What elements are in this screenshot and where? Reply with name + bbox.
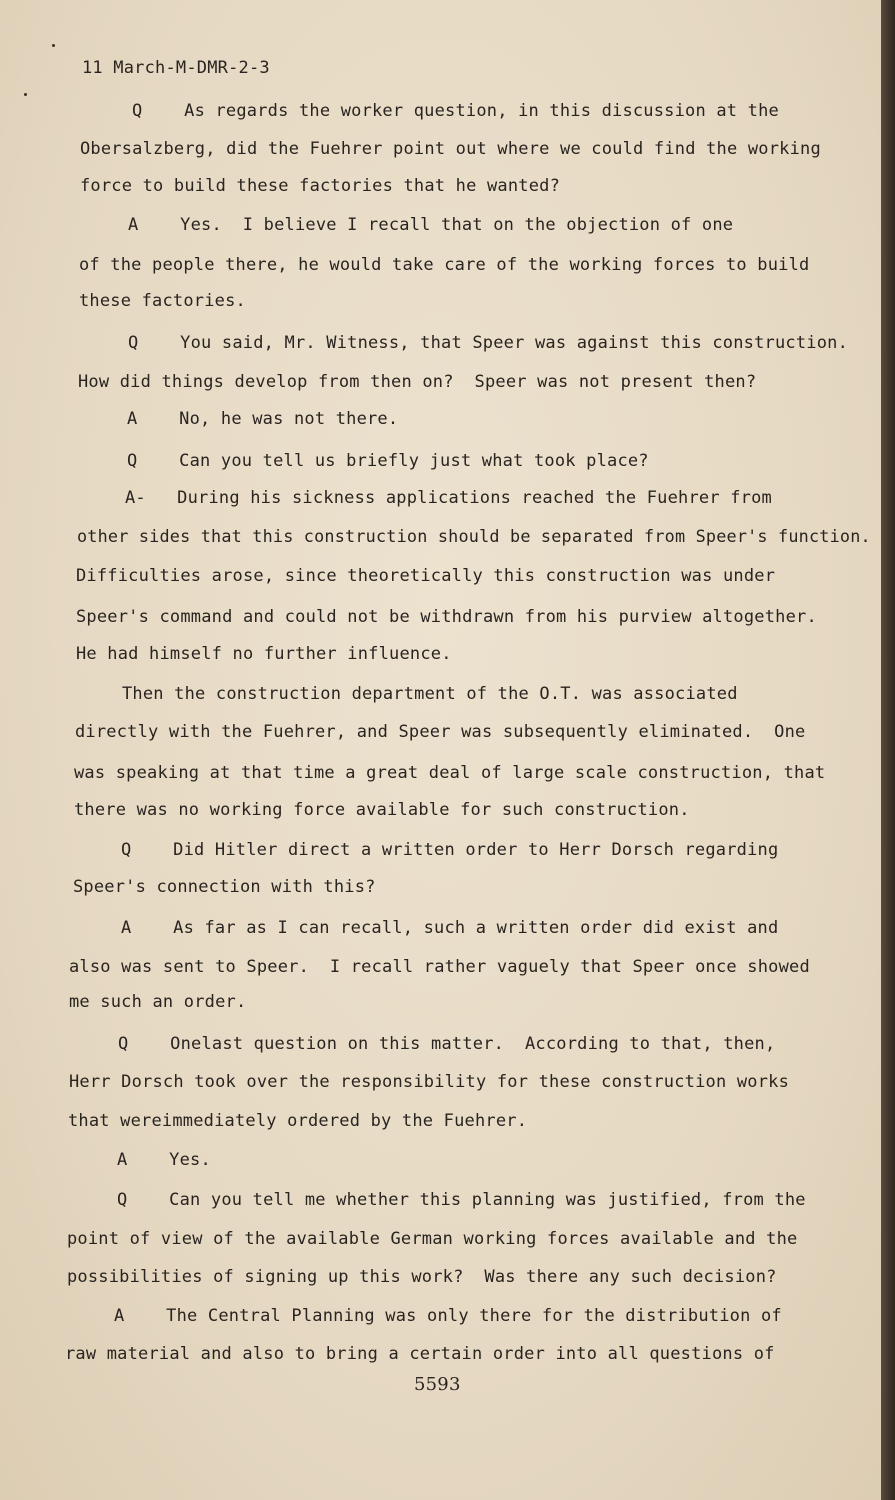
text-line: was speaking at that time a great deal of large scale construction, that (74, 763, 826, 783)
text-line: Q As regards the worker question, in this discussion at the (132, 101, 779, 121)
text-line: these factories. (79, 291, 246, 311)
paper-speck (52, 44, 55, 47)
text-line: Q Can you tell me whether this planning was justified, from the (117, 1190, 806, 1210)
text-line: point of view of the available German working forces available and the (67, 1229, 798, 1249)
text-line: Then the construction department of the O.T. was associated (122, 684, 738, 704)
text-line: Speer's connection with this? (73, 877, 376, 897)
text-line: there was no working force available for such construction. (74, 800, 690, 820)
text-line: Q Did Hitler direct a written order to Herr Dorsch regarding (121, 840, 779, 860)
text-line: Speer's command and could not be withdrawn from his purview altogether. (76, 607, 817, 627)
text-line: me such an order. (69, 992, 247, 1012)
text-line: that wereimmediately ordered by the Fuehrer. (68, 1111, 528, 1131)
text-line: force to build these factories that he wanted? (80, 176, 561, 196)
document-header: 11 March-M-DMR-2-3 (82, 58, 270, 78)
text-line: A- During his sickness applications reached the Fuehrer from (125, 488, 772, 508)
text-line: also was sent to Speer. I recall rather vaguely that Speer once showed (69, 957, 810, 977)
text-line: A No, he was not there. (127, 409, 399, 429)
text-line: A The Central Planning was only there for the distribution of (114, 1306, 782, 1326)
text-line: Q Can you tell us briefly just what took place? (127, 451, 649, 471)
page-edge-shadow (881, 0, 895, 1500)
text-line: How did things develop from then on? Speer was not present then? (78, 372, 757, 392)
text-line: directly with the Fuehrer, and Speer was subsequently eliminated. One (75, 722, 806, 742)
text-line: of the people there, he would take care of the working forces to build (79, 255, 810, 275)
text-line: Q You said, Mr. Witness, that Speer was against this construction. (128, 333, 849, 353)
text-line: He had himself no further influence. (76, 644, 452, 664)
text-line: Q Onelast question on this matter. According to that, then, (118, 1034, 776, 1054)
text-line: other sides that this construction should be separated from Speer's function. (77, 527, 871, 547)
page-number: 5593 (414, 1374, 461, 1395)
text-line: Obersalzberg, did the Fuehrer point out where we could find the working (80, 139, 821, 159)
text-line: A Yes. (117, 1150, 211, 1170)
paper-speck (24, 93, 27, 96)
text-line: raw material and also to bring a certain order into all questions of (65, 1344, 775, 1364)
text-line: possibilities of signing up this work? Was there any such decision? (67, 1267, 777, 1287)
text-line: Difficulties arose, since theoretically this construction was under (76, 566, 776, 586)
text-line: Herr Dorsch took over the responsibility for these construction works (69, 1072, 790, 1092)
text-line: A As far as I can recall, such a written order did exist and (121, 918, 779, 938)
text-line: A Yes. I believe I recall that on the objection of one (128, 215, 734, 235)
